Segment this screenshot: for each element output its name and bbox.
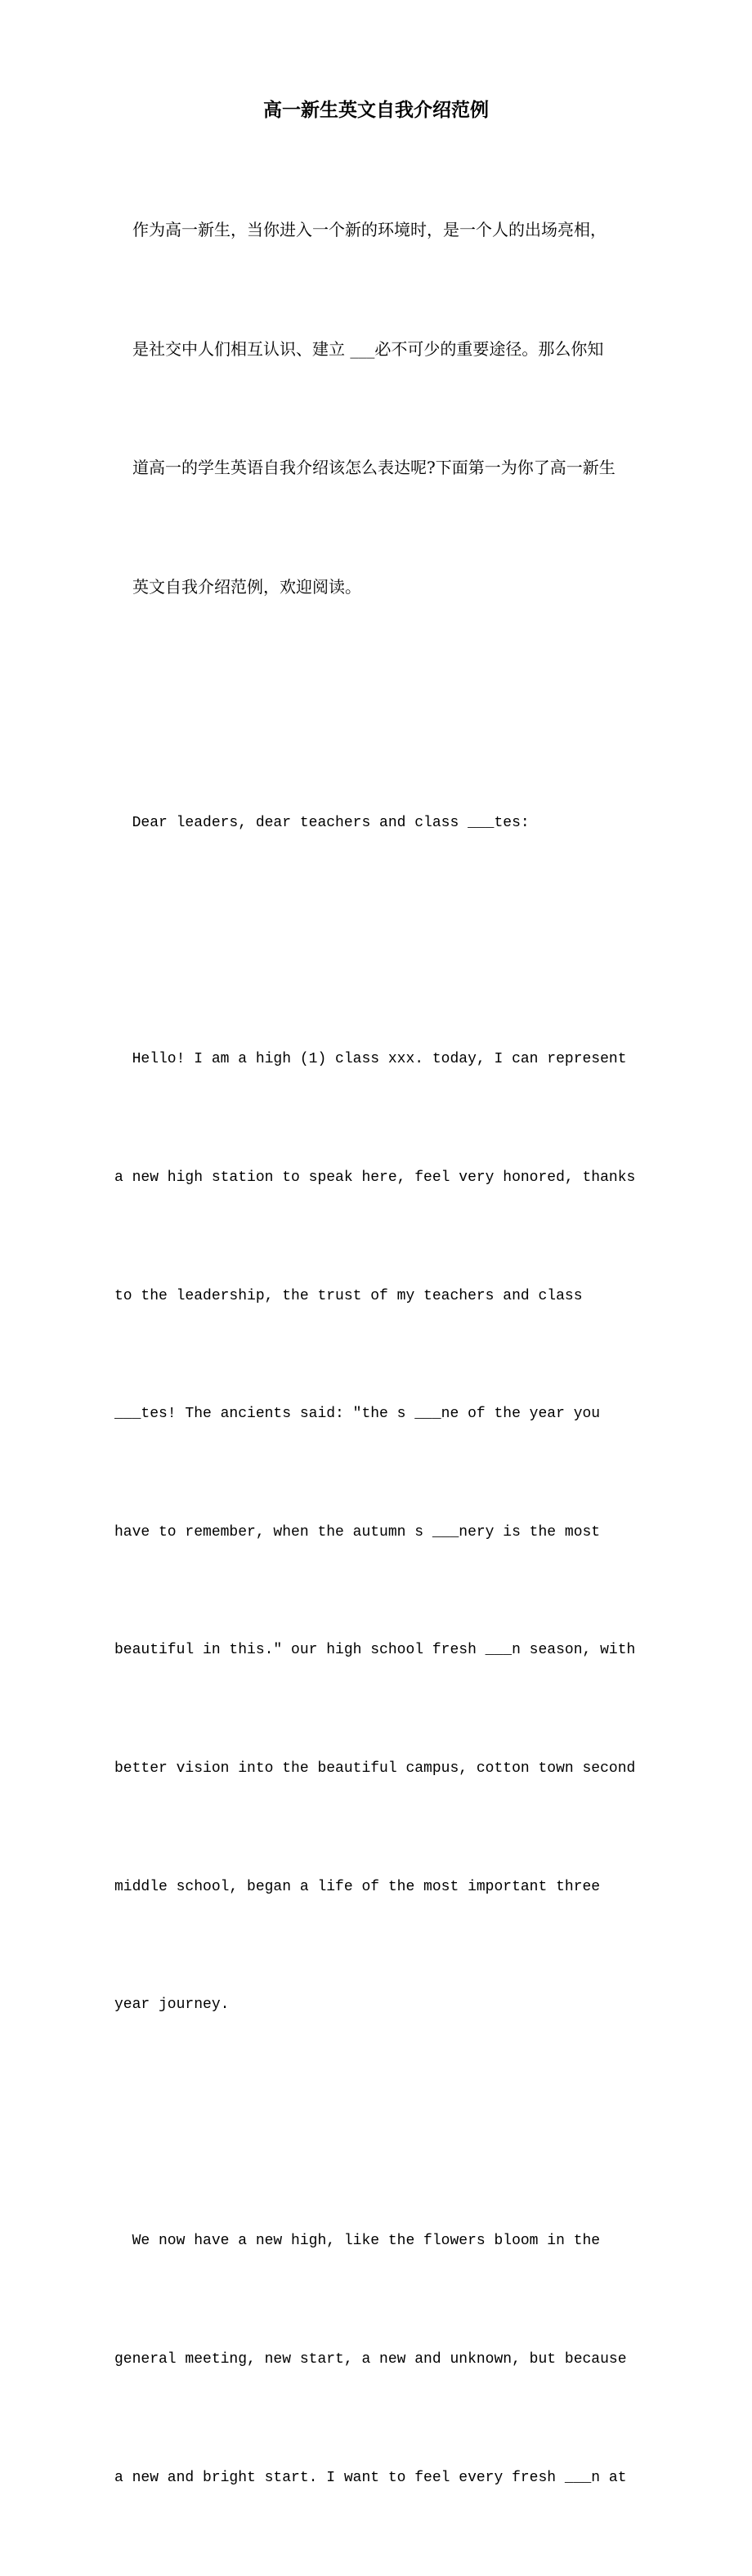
paragraph-gap	[114, 686, 638, 725]
body-line: Hello! I am a high (1) class xxx. today, I can represent	[114, 1051, 627, 1068]
body-line: beautiful in this." our high school fresh ___n season, with	[114, 1642, 636, 1659]
body-line: general meeting, new start, a new and unknown, but because	[114, 2350, 627, 2368]
intro-line: 英文自我介绍范例，欢迎阅读。	[132, 576, 361, 597]
body-line: have to remember, when the autumn s ___nery is the most	[114, 1523, 601, 1541]
body-line: ___tes! The ancients said: "the s ___ne of the year you	[114, 1406, 601, 1423]
greeting-line: Dear leaders, dear teachers and class ___tes:	[114, 815, 530, 832]
body-paragraph-1	[114, 961, 638, 2104]
body-line: middle school, began a life of the most important three	[114, 1878, 601, 1895]
body-paragraph-2	[114, 2143, 638, 2576]
body-line: a new and bright start. I want to feel every fresh ___n at	[114, 2469, 627, 2486]
body-line: year journey.	[114, 1997, 230, 2014]
body-line: better vision into the beautiful campus, cotton town second	[114, 1760, 636, 1778]
intro-line: 道高一的学生英语自我介绍该怎么表达呢?下面第一为你了高一新生	[132, 458, 615, 477]
body-line: a new high station to speak here, feel very honored, thanks	[114, 1169, 636, 1187]
document-title: 高一新生英文自我介绍范例	[263, 99, 489, 121]
paragraph-gap	[114, 922, 638, 961]
greeting-paragraph	[114, 725, 638, 922]
body-line: We now have a new high, like the flowers bloom in the	[114, 2233, 601, 2250]
intro-line: 作为高一新生，当你进入一个新的环境时，是一个人的出场亮相，	[132, 220, 607, 239]
intro-paragraph	[114, 131, 638, 686]
intro-line: 是社交中人们相互认识、建立 ___必不可少的重要途径。那么你知	[132, 338, 604, 359]
body-line: to the leadership, the trust of my teachers and class	[114, 1287, 583, 1304]
paragraph-gap	[114, 2104, 638, 2143]
